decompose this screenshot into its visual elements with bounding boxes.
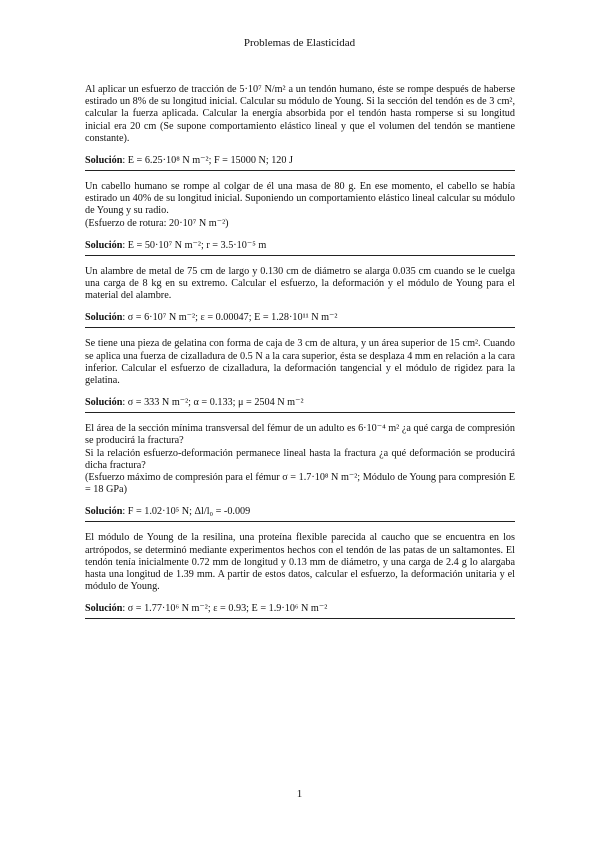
problem-paragraph: Al aplicar un esfuerzo de tracción de 5·10⁷ N/m² a un tendón humano, éste se rompe después de haberse estirado un 8% de su longitud inicial. Calcular su módulo de Young. Si la sección del tendón es de 3 cm², calcular la fuerza aplicada. Calcular la energía absorbida por el tendón hasta romperse si su longitud inicial era 20 cm (Se supone comportamiento elástico lineal y que el volumen del tendón se mantiene constante). — [85, 84, 515, 144]
solution-text: : F = 1.02·10⁵ N; Δl/l₀ = -0.009 — [122, 506, 251, 518]
problem-text — [85, 266, 515, 303]
solution-text: : σ = 1.77·10⁶ N m⁻²; ε = 0.93; E = 1.9·10⁶ N m⁻² — [122, 603, 328, 615]
solution-label: Solución — [85, 239, 123, 251]
solution-text: : E = 6.25·10⁸ N m⁻²; F = 15000 N; 120 J — [122, 155, 294, 167]
problem-paragraph: Se tiene una pieza de gelatina con forma de caja de 3 cm de altura, y un área superior de 15 cm². Cuando se aplica una fuerza de cizalladura de 0.5 N a la cara superior, ésta se desplaza 4 mm en relación a la cara inferior. Calcular el esfuerzo de cizalladura, la deformación tangencial y el módulo de rigidez para la gelatina. — [85, 338, 515, 387]
problem-text — [85, 181, 515, 230]
problem-block — [85, 181, 515, 256]
problem-block — [85, 532, 515, 619]
problem-text — [85, 84, 515, 145]
solution-label: Solución — [85, 155, 123, 167]
solution-label: Solución — [85, 603, 123, 615]
solution-label: Solución — [85, 397, 123, 409]
problem-paragraph: (Esfuerzo de rotura: 20·10⁷ N m⁻²) — [85, 217, 229, 229]
solution-label: Solución — [85, 506, 123, 518]
problem-paragraph: (Esfuerzo máximo de compresión para el fémur σ = 1.7·10⁸ N m⁻²; Módulo de Young para compresión E = 18 GPa) — [85, 472, 515, 496]
problem-block — [85, 338, 515, 413]
page-number: 1 — [296, 788, 303, 800]
problem-block — [85, 266, 515, 329]
problem-block — [85, 423, 515, 522]
solution-text: : σ = 6·10⁷ N m⁻²; ε = 0.00047; E = 1.28·10¹¹ N m⁻² — [122, 312, 338, 324]
solution-line — [85, 312, 515, 328]
problem-list — [85, 84, 515, 629]
solution-line — [85, 155, 515, 171]
solution-label: Solución — [85, 312, 123, 324]
solution-line — [85, 397, 515, 413]
solution-line — [85, 603, 515, 619]
problem-paragraph: Un alambre de metal de 75 cm de largo y 0.130 cm de diámetro se alarga 0.035 cm cuando se le cuelga una carga de 8 kg en su extremo. Calcular el esfuerzo, la deformación y el módulo de Young para el material del alambre. — [85, 265, 515, 302]
problem-block — [85, 84, 515, 171]
solution-line — [85, 506, 515, 522]
solution-text: : E = 50·10⁷ N m⁻²; r = 3.5·10⁻⁵ m — [122, 239, 267, 251]
problem-text — [85, 423, 515, 496]
problem-paragraph: El módulo de Young de la resilina, una proteína flexible parecida al caucho que se encuentra en los artrópodos, se determinó mediante experimentos hechos con el tendón de las patas de un saltamontes. El tendón tenía inicialmente 0.72 mm de longitud y 0.13 mm de diámetro, y una carga de 2.4 g lo alargaba hasta una longitud de 1.39 mm. A partir de estos datos, calcular el esfuerzo, la deformación unitaria y el módulo de Young. — [85, 532, 515, 593]
problem-paragraph: El área de la sección mínima transversal del fémur de un adulto es 6·10⁻⁴ m² ¿a qué carga de compresión se producirá la fractura? — [85, 423, 515, 447]
solution-line — [85, 240, 515, 256]
problem-text — [85, 338, 515, 387]
problem-paragraph: Un cabello humano se rompe al colgar de él una masa de 80 g. En ese momento, el cabello se había estirado un 40% de su longitud inicial. Suponiendo un comportamiento elástico lineal calcular su módulo de Young y su radio. — [85, 181, 515, 217]
problem-paragraph: Si la relación esfuerzo-deformación permanece lineal hasta la fractura ¿a qué deformación se producirá dicha fractura? — [85, 447, 515, 471]
problem-text — [85, 532, 515, 593]
solution-text: : σ = 333 N m⁻²; α = 0.133; μ = 2504 N m⁻² — [122, 397, 304, 409]
page-header: Problemas de Elasticidad — [243, 37, 356, 49]
